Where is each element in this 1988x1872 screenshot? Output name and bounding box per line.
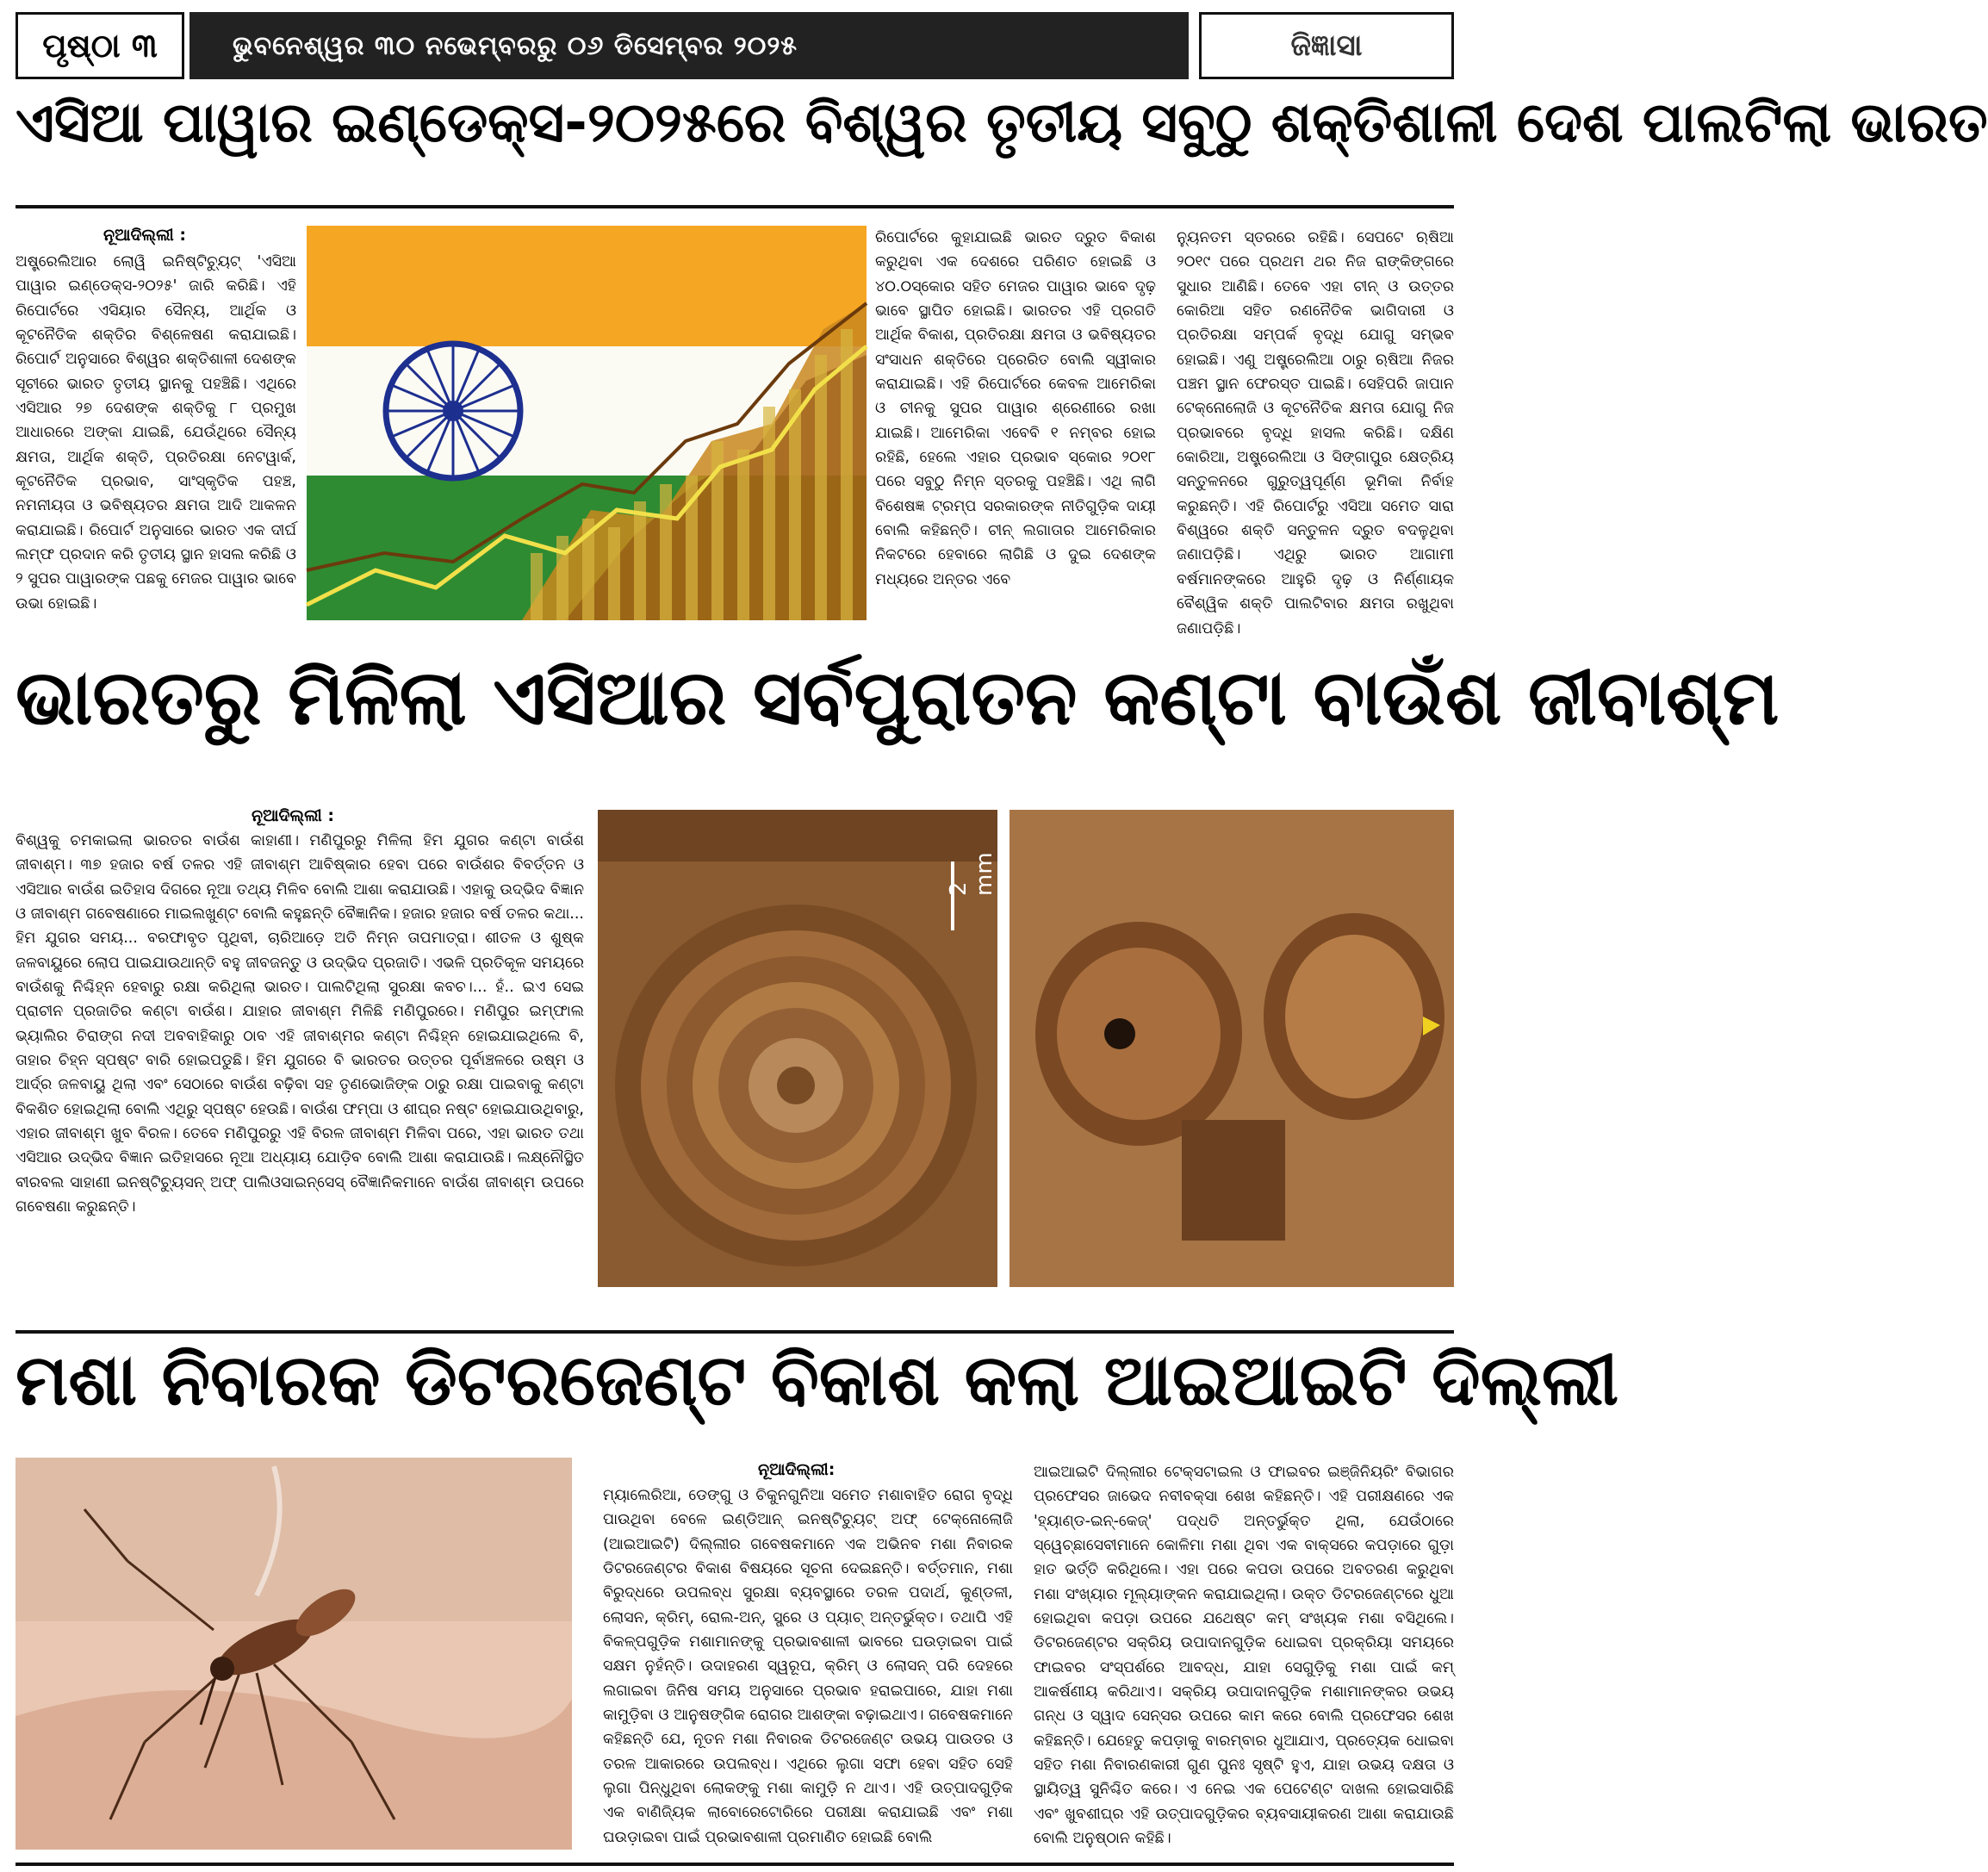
divider (16, 1330, 1454, 1334)
article2-dateline: ନୂଆଦିଲ୍ଲୀ : (252, 806, 334, 825)
article1-dateline: ନୂଆଦିଲ୍ଲୀ : (103, 226, 186, 245)
article3-headline: ମଶା ନିବାରକ ଡିଟରଜେଣ୍ଟ ବିକାଶ କଲା ଆଇଆଇଟି ଦିଲ୍ଲୀ (16, 1340, 1619, 1421)
article2-headline: ଭାରତରୁ ମିଳିଲା ଏସିଆର ସର୍ବପୁରାତନ କଣ୍ଟା ବାଉଁଶ ଜୀବାଶ୍ମ (16, 653, 1780, 742)
mosquito-image (16, 1458, 572, 1850)
masthead-logo (1199, 12, 1454, 79)
article1-col1: ଅଷ୍ଟ୍ରେଲିଆର ଲୋୱି ଇନିଷ୍ଟିଚ୍ୟୁଟ୍ 'ଏସିଆ ପାୱାର ଇଣ୍ଡେକ୍ସ-୨୦୨୫' ଜାରି କରିଛି। ଏହି ରିପୋର୍ଟରେ ଏସିୟାର ସୈନ୍ୟ, ଆର୍ଥିକ ଓ କୂଟନୈତିକ ଶକ୍ତିର ବିଶ୍ଳେଷଣ କରାଯାଇଛି। ରିପୋର୍ଟ ଅନୁସାରେ ବିଶ୍ୱର ଶକ୍ତିଶାଳୀ ଦେଶଙ୍କ ସୂଚୀରେ ଭାରତ ତୃତୀୟ ସ୍ଥାନକୁ ପହଞ୍ଚିଛି। ଏଥିରେ ଏସିଆର ୨୭ ଦେଶଙ୍କ ଶକ୍ତିକୁ ୮ ପ୍ରମୁଖ ଆଧାରରେ ଅଙ୍କା ଯାଇଛି, ଯେଉଁଥିରେ ସୈନ୍ୟ କ୍ଷମତା, ଆର୍ଥିକ ଶକ୍ତି, ପ୍ରତିରକ୍ଷା ନେଟୱାର୍କ, କୂଟନୈତିକ ପ୍ରଭାବ, ସାଂସ୍କୃତିକ ପହଞ୍ଚ, ନମନୀୟତା ଓ ଭବିଷ୍ୟତର କ୍ଷମତା ଆଦି ଆକଳନ କରାଯାଇଛି। ରିପୋର୍ଟ ଅନୁସାରେ ଭାରତ ଏକ ଦୀର୍ଘ ଲମ୍ଫ ପ୍ରଦାନ କରି ତୃତୀୟ ସ୍ଥାନ ହାସଲ କରିଛି ଓ ୨ ସୁପର ପାୱାରଙ୍କ ପଛକୁ ମେଜର ପାୱାର ଭାବେ ଉଭା ହୋଇଛି। (16, 253, 296, 613)
fossil-image-left (598, 810, 997, 1287)
date-bar: ଭୁବନେଶ୍ୱର ୩୦ ନଭେମ୍ବରରୁ ୦୬ ଡିସେମ୍ବର ୨୦୨୫ (189, 12, 1189, 79)
article3-col2: ଆଇଆଇଟି ଦିଲ୍ଲୀର ଟେକ୍ସଟାଇଲ ଓ ଫାଇବର ଇଞ୍ଜିନିୟରିଂ ବିଭାଗର ପ୍ରଫେସର ଜାଭେଦ ନବୀବକ୍ସା ଶେଖ କହିଛନ୍ତି। ଏହି ପରୀକ୍ଷଣରେ ଏକ 'ହ୍ୟାଣ୍ଡ-ଇନ୍-କେଜ୍' ପଦ୍ଧତି ଅନ୍ତର୍ଭୁକ୍ତ ଥିଲା, ଯେଉଁଠାରେ ସ୍ୱେଚ୍ଛାସେବୀମାନେ କୋଳିମା ମଶା ଥିବା ଏକ ବାକ୍ସରେ କପଡ଼ାରେ ଗୁଡ଼ା ହାତ ଭର୍ତ୍ତି କରିଥିଲେ। ଏହା ପରେ କପଡା ଉପରେ ଅବତରଣ କରୁଥିବା ମଶା ସଂଖ୍ୟାର ମୂଲ୍ୟାଙ୍କନ କରାଯାଇଥିଲା। ଉକ୍ତ ଡିଟରଜେଣ୍ଟରେ ଧୁଆ ହୋଇଥିବା କପଡ଼ା ଉପରେ ଯଥେଷ୍ଟ କମ୍ ସଂଖ୍ୟକ ମଶା ବସିଥିଲେ। ଡିଟରଜେଣ୍ଟର ସକ୍ରିୟ ଉପାଦାନଗୁଡ଼ିକ ଧୋଇବା ପ୍ରକ୍ରିୟା ସମୟରେ ଫାଇବର ସଂସ୍ପର୍ଶରେ ଆବଦ୍ଧ, ଯାହା ସେଗୁଡ଼ିକୁ ମଶା ପାଇଁ କମ୍ ଆକର୍ଷଣୀୟ କରିଥାଏ। ସକ୍ରିୟ ଉପାଦାନଗୁଡ଼ିକ ମଶାମାନଙ୍କର ଉଭୟ ଗନ୍ଧ ଓ ସ୍ୱାଦ ସେନ୍ସର ଉପରେ କାମ କରେ ବୋଲି ପ୍ରଫେସର ଶେଖ କହିଛନ୍ତି। ଯେହେତୁ କପଡ଼ାକୁ ବାରମ୍ବାର ଧୁଆଯାଏ, ପ୍ରତ୍ୟେକ ଧୋଇବା ସହିତ ମଶା ନିବାରଣକାରୀ ଗୁଣ ପୁନଃ ସୃଷ୍ଟି ହୁଏ, ଯାହା ଉଭୟ ଦକ୍ଷତା ଓ ସ୍ଥାୟିତ୍ୱ ସୁନିଶ୍ଚିତ କରେ। ଏ ନେଇ ଏକ ପେଟେଣ୍ଟ ଦାଖଲ ହୋଇସାରିଛି ଏବଂ ଖୁବଶୀଘ୍ର ଏହି ଉତ୍ପାଦଗୁଡ଼ିକର ବ୍ୟବସାୟୀକରଣ ଆଶା କରାଯାଉଛି ବୋଲି ଅନୁଷ୍ଠାନ କହିଛି। (1034, 1464, 1454, 1848)
article2-body: ବିଶ୍ୱକୁ ଚମକାଇଲା ଭାରତର ବାଉଁଶ କାହାଣୀ। ମଣିପୁରରୁ ମିଳିଲା ହିମ ଯୁଗର କଣ୍ଟା ବାଉଁଶ ଜୀବାଶ୍ମ। ୩୭ ହଜାର ବର୍ଷ ତଳର ଏହି ଜୀବାଶ୍ମ ଆବିଷ୍କାର ହେବା ପରେ ବାଉଁଶର ବିବର୍ତ୍ତନ ଓ ଏସିଆର ବାଉଁଶ ଇତିହାସ ଦିଗରେ ନୂଆ ତଥ୍ୟ ମିଳିବ ବୋଲି ଆଶା କରାଯାଉଛି। ଏହାକୁ ଉଦ୍ଭିଦ ବିଜ୍ଞାନ ଓ ଜୀବାଶ୍ମ ଗବେଷଣାରେ ମାଇଲଖୁଣ୍ଟ ବୋଲି କହୁଛନ୍ତି ବୈଜ୍ଞାନିକ। ହଜାର ହଜାର ବର୍ଷ ତଳର କଥା... ହିମ ଯୁଗର ସମୟ... ବରଫାବୃତ ପୃଥିବୀ, ଚାରିଆଡ଼େ ଅତି ନିମ୍ନ ତାପମାତ୍ରା। ଶୀତଳ ଓ ଶୁଷ୍କ ଜଳବାୟୁରେ ଲୋପ ପାଇଯାଉଥାନ୍ତି ବହୁ ଜୀବଜନ୍ତୁ ଓ ଉଦ୍ଭିଦ ପ୍ରଜାତି। ଏଭଳି ପ୍ରତିକୂଳ ସମୟରେ ବାଉଁଶକୁ ନିଶ୍ଚିହ୍ନ ହେବାରୁ ରକ୍ଷା କରିଥିଲା ଭାରତ। ପାଲଟିଥିଲା ସୁରକ୍ଷା କବଚ।... ହଁ.. ଇଏ ସେଇ ପ୍ରାଚୀନ ପ୍ରଜାତିର କଣ୍ଟା ବାଉଁଶ। ଯାହାର ଜୀବାଶ୍ମ ମିଳିଛି ମଣିପୁରରେ। ମଣିପୁର ଇମ୍ଫାଲ ଭ୍ୟାଲିର ଚିରାଙ୍ଗ ନଦୀ ଅବବାହିକାରୁ ଠାବ ଏହି ଜୀବାଶ୍ମର କଣ୍ଟା ନିଶ୍ଚିହ୍ନ ହୋଇଯାଇଥିଲେ ବି, ତାହାର ଚିହ୍ନ ସ୍ପଷ୍ଟ ବାରି ହୋଇପଡୁଛି। ହିମ ଯୁଗରେ ବି ଭାରତର ଉତ୍ତର ପୂର୍ବାଞ୍ଚଳରେ ଉଷ୍ମ ଓ ଆର୍ଦ୍ର ଜଳବାୟୁ ଥିଲା ଏବଂ ସେଠାରେ ବାଉଁଶ ବଢ଼ିବା ସହ ତୃଣଭୋଜିଙ୍କ ଠାରୁ ରକ୍ଷା ପାଇବାକୁ କଣ୍ଟା ବିକଶିତ ହୋଇଥିଲା ବୋଲି ଏଥିରୁ ସ୍ପଷ୍ଟ ହେଉଛି। ବାଉଁଶ ଫମ୍ପା ଓ ଶୀଘ୍ର ନଷ୍ଟ ହୋଇଯାଉଥିବାରୁ, ଏହାର ଜୀବାଶ୍ମ ଖୁବ ବିରଳ। ତେବେ ମଣିପୁରରୁ ଏହି ବିରଳ ଜୀବାଶ୍ମ ମିଳିବା ପରେ, ଏହା ଭାରତ ତଥା ଏସିଆର ଉଦ୍ଭିଦ ବିଜ୍ଞାନ ଇତିହାସରେ ନୂଆ ଅଧ୍ୟାୟ ଯୋଡ଼ିବ ବୋଲି ଆଶା କରାଯାଉଛି। ଲକ୍ଷ୍ନୌସ୍ଥିତ ବୀରବଲ ସାହାଣୀ ଇନଷ୍ଟିଚ୍ୟୁସନ୍ ଅଫ୍ ପାଲିଓସାଇନ୍ସେସ୍ ବୈଜ୍ଞାନିକମାନେ ବାଉଁଶ ଜୀବାଶ୍ମ ଉପରେ ଗବେଷଣା କରୁଛନ୍ତି। (16, 832, 584, 1216)
fossil-image-right (1010, 810, 1454, 1287)
article1-col2: ରିପୋର୍ଟରେ କୁହାଯାଇଛି ଭାରତ ଦ୍ରୁତ ବିକାଶ କରୁଥିବା ଏକ ଦେଶରେ ପରିଣତ ହୋଇଛି ଓ ୪୦.୦ସ୍କୋର ସହିତ ମେଜର ପାୱାର ଭାବେ ଦୃଢ଼ ଭାବେ ସ୍ଥାପିତ ହୋଇଛି। ଭାରତର ଏହି ପ୍ରଗତି ଆର୍ଥିକ ବିକାଶ, ପ୍ରତିରକ୍ଷା କ୍ଷମତା ଓ ଭବିଷ୍ୟତର ସଂସାଧନ ଶକ୍ତିରେ ପ୍ରେରିତ ବୋଲି ସ୍ୱୀକାର କରାଯାଇଛି। ଏହି ରିପୋର୍ଟରେ କେବଳ ଆମେରିକା ଓ ଚୀନକୁ ସୁପର ପାୱାର ଶ୍ରେଣୀରେ ରଖା ଯାଇଛି। ଆମେରିକା ଏବେବି ୧ ନମ୍ବର ହୋଇ ରହିଛି, ହେଲେ ଏହାର ପ୍ରଭାବ ସ୍କୋର ୨୦୧୮ ପରେ ସବୁଠୁ ନିମ୍ନ ସ୍ତରକୁ ପହଞ୍ଚିଛି। ଏଥି ଲାଗି ବିଶେଷଜ୍ଞ ଟ୍ରମ୍ପ ସରକାରଙ୍କ ନୀତିଗୁଡ଼ିକ ଦାୟୀ ବୋଲି କହିଛନ୍ତି। ଚୀନ୍ ଲଗାତାର ଆମେରିକାର ନିକଟରେ ହେବାରେ ଲାଗିଛି ଓ ଦୁଇ ଦେଶଙ୍କ ମଧ୍ୟରେ ଅନ୍ତର ଏବେ (875, 229, 1156, 588)
india-growth-image (307, 226, 867, 620)
article1-headline: ଏସିଆ ପାୱାର ଇଣ୍ଡେକ୍ସ-୨୦୨୫ରେ ବିଶ୍ୱର ତୃତୀୟ ସବୁଠୁ ଶକ୍ତିଶାଳୀ ଦେଶ ପାଲଟିଲା ଭାରତ (16, 91, 1988, 155)
divider (16, 1863, 1454, 1866)
article3-col1: ମ୍ୟାଲେରିଆ, ଡେଙ୍ଗୁ ଓ ଚିକୁନଗୁନିଆ ସମେତ ମଶାବାହିତ ରୋଗ ବୃଦ୍ଧି ପାଉଥିବା ବେଳେ ଇଣ୍ଡିଆନ୍ ଇନଷ୍ଟିଚ୍ୟୁଟ୍ ଅଫ୍ ଟେକ୍ନୋଲୋଜି (ଆଇଆଇଟି) ଦିଲ୍ଲୀର ଗବେଷକମାନେ ଏକ ଅଭିନବ ମଶା ନିବାରକ ଡିଟରଜେଣ୍ଟର ବିକାଶ ବିଷୟରେ ସୂଚନା ଦେଇଛନ୍ତି। ବର୍ତ୍ତମାନ, ମଶା ବିରୁଦ୍ଧରେ ଉପଲବ୍ଧ ସୁରକ୍ଷା ବ୍ୟବସ୍ଥାରେ ତରଳ ପଦାର୍ଥ, କୁଣ୍ଡଳୀ, ଲୋସନ, କ୍ରିମ୍, ରୋଲ-ଅନ୍, ସ୍ପ୍ରେ ଓ ପ୍ୟାଚ୍ ଅନ୍ତର୍ଭୁକ୍ତ। ତଥାପି ଏହି ବିକଳ୍ପଗୁଡ଼ିକ ମଶାମାନଙ୍କୁ ପ୍ରଭାବଶାଳୀ ଭାବରେ ଘଉଡ଼ାଇବା ପାଇଁ ସକ୍ଷମ ନୁହଁନ୍ତି। ଉଦାହରଣ ସ୍ୱରୂପ, କ୍ରିମ୍ ଓ ଲୋସନ୍ ପରି ଦେହରେ ଲଗାଇବା ଜିନିଷ ସମୟ ଅନୁସାରେ ପ୍ରଭାବ ହରାଇପାରେ, ଯାହା ମଶା କାମୁଡ଼ିବା ଓ ଆନୁଷଙ୍ଗିକ ରୋଗର ଆଶଙ୍କା ବଢ଼ାଇଥାଏ। ଗବେଷକମାନେ କହିଛନ୍ତି ଯେ, ନୂତନ ମଶା ନିବାରକ ଡିଟରଜେଣ୍ଟ ଉଭୟ ପାଉଡର ଓ ତରଳ ଆକାରରେ ଉପଲବ୍ଧ। ଏଥିରେ ଲୁଗା ସଫା ହେବା ସହିତ ସେହି ଲୁଗା ପିନ୍ଧୁଥିବା ଲୋକଙ୍କୁ ମଶା କାମୁଡ଼ି ନ ଥାଏ। ଏହି ଉତ୍ପାଦଗୁଡ଼ିକ ଏକ ବାଣିଜ୍ୟିକ ଲାବୋରେଟୋରିରେ ପରୀକ୍ଷା କରାଯାଇଛି ଏବଂ ମଶା ଘଉଡ଼ାଇବା ପାଇଁ ପ୍ରଭାବଶାଳୀ ପ୍ରମାଣିତ ହୋଇଛି ବୋଲି (603, 1487, 1013, 1846)
article1-col3: ନ୍ୟୁନତମ ସ୍ତରରେ ରହିଛି। ସେପଟେ ଋଷିଆ ୨୦୧୯ ପରେ ପ୍ରଥମ ଥର ନିଜ ରାଙ୍କିଙ୍ଗରେ ସୁଧାର ଆଣିଛି। ତେବେ ଏହା ଚୀନ୍ ଓ ଉତ୍ତର କୋରିଆ ସହିତ ରଣନୈତିକ ଭାଗିଦାରୀ ଓ ପ୍ରତିରକ୍ଷା ସମ୍ପର୍କ ବୃଦ୍ଧି ଯୋଗୁ ସମ୍ଭବ ହୋଇଛି। ଏଣୁ ଅଷ୍ଟ୍ରେଲିଆ ଠାରୁ ଋଷିଆ ନିଜର ପଞ୍ଚମ ସ୍ଥାନ ଫେରସ୍ତ ପାଇଛି। ସେହିପରି ଜାପାନ ଟେକ୍ନୋଲୋଜି ଓ କୂଟନୈତିକ କ୍ଷମତା ଯୋଗୁ ନିଜ ପ୍ରଭାବରେ ବୃଦ୍ଧି ହାସଲ କରିଛି। ଦକ୍ଷିଣ କୋରିଆ, ଅଷ୍ଟ୍ରେଲିଆ ଓ ସିଙ୍ଗାପୁର କ୍ଷେତ୍ରିୟ ସନ୍ତୁଳନରେ ଗୁରୁତ୍ୱପୂର୍ଣ୍ଣ ଭୂମିକା ନିର୍ବାହ କରୁଛନ୍ତି। ଏହି ରିପୋର୍ଟରୁ ଏସିଆ ସମେତ ସାରା ବିଶ୍ୱରେ ଶକ୍ତି ସନ୍ତୁଳନ ଦ୍ରୁତ ବଦଳୁଥିବା ଜଣାପଡ଼ିଛି। ଏଥିରୁ ଭାରତ ଆଗାମୀ ବର୍ଷମାନଙ୍କରେ ଆହୁରି ଦୃଢ଼ ଓ ନିର୍ଣ୍ଣାୟକ ବୈଶ୍ୱିକ ଶକ୍ତି ପାଲଟିବାର କ୍ଷମତା ରଖୁଥିବା ଜଣାପଡ଼ିଛି। (1177, 229, 1454, 637)
logo-text: ଜିଜ୍ଞାସା (1290, 28, 1363, 63)
divider (16, 205, 1454, 208)
page-number: ପୃଷ୍ଠା ୩ (16, 12, 184, 79)
article3-dateline: ନୂଆଦିଲ୍ଲୀ: (758, 1460, 836, 1479)
scale-bar-label: 2 mm (946, 852, 997, 896)
